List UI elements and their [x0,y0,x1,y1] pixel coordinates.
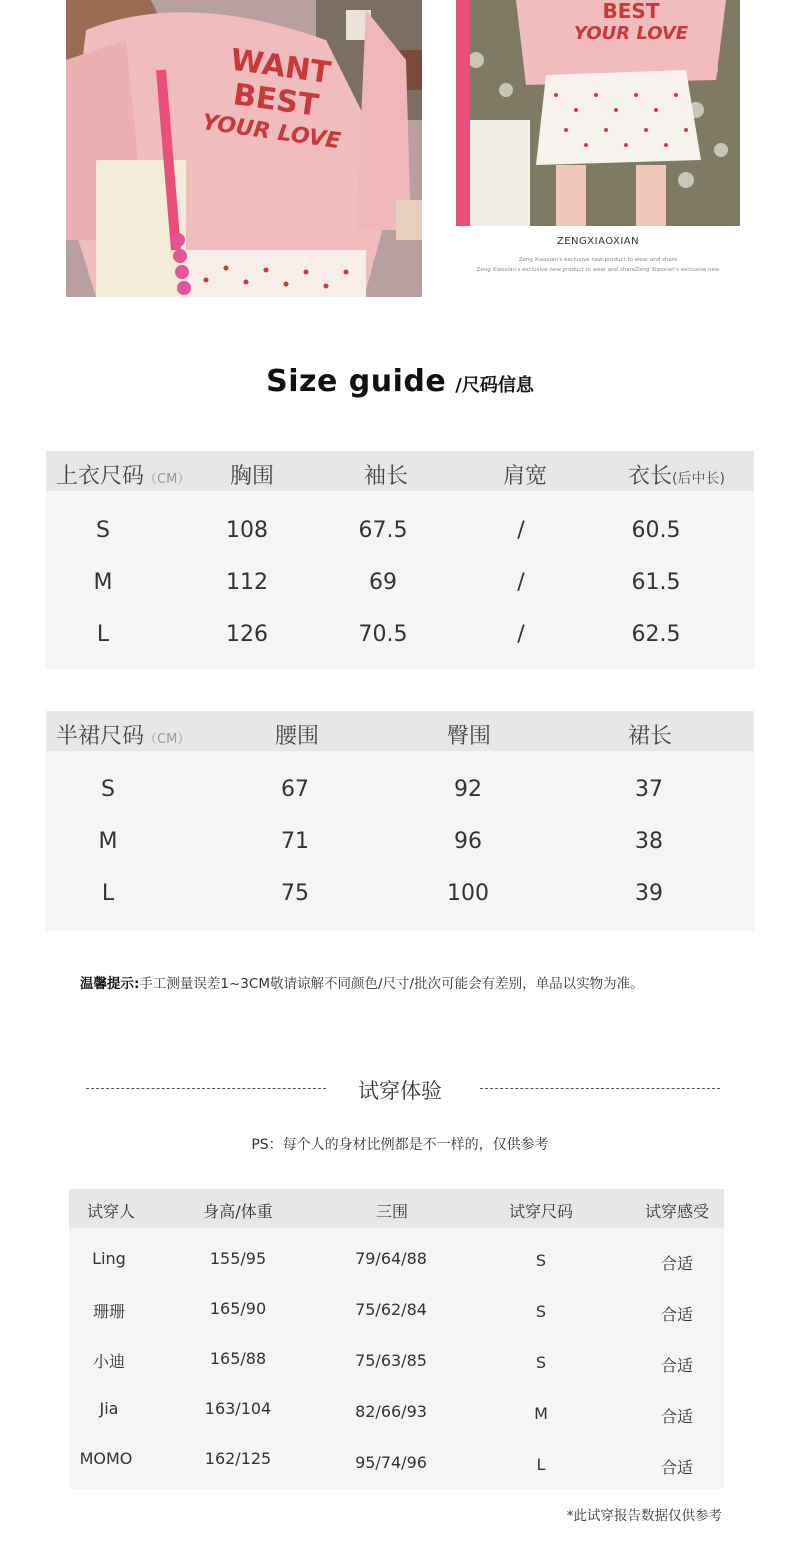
table-cell: 37 [635,777,663,802]
product-photo-left [66,0,422,297]
table-cell: 75/63/85 [355,1351,427,1370]
table-cell: S [535,1353,547,1372]
column-header: 臀围 [446,724,491,749]
table-header [46,451,754,491]
table-cell: Jia [99,1399,119,1418]
top-size-table [46,451,754,669]
brand-tagline: Zeng Xiaoxian's exclusive new product to wear and shareZeng Xiaoxian's exclusive new [476,267,720,273]
table-cell: 70.5 [358,622,408,647]
table-cell: 67 [281,777,309,802]
column-header: 肩宽 [502,464,547,489]
table-cell: 75 [281,881,309,906]
column-header: 试穿尺码 [508,1202,573,1221]
size-cell: M [98,829,118,854]
table-cell: 95/74/96 [355,1453,427,1472]
table-cell: 69 [369,570,397,595]
brand-tagline: Zeng Xiaoxian's exclusive new product to wear and share [518,257,678,263]
column-header: 胸围 [229,464,274,489]
table-cell: 96 [454,829,482,854]
size-cell: S [96,518,110,543]
table-cell: Ling [92,1249,126,1268]
table-header-label [56,459,190,490]
unit-label: （CM） [144,732,191,747]
table-cell: 合适 [660,1254,693,1273]
column-header: 试穿人 [86,1202,135,1221]
product-photo-right [456,0,740,226]
column-header-text: 衣长 [628,464,673,489]
table-cell: 108 [226,518,268,543]
table-cell: 71 [281,829,309,854]
table-cell: 79/64/88 [355,1249,427,1268]
shirt-print-line: WANT [228,42,333,92]
shirt-print-line: YOUR LOVE [573,23,689,44]
table-cell: 165/90 [209,1299,267,1318]
table-cell: 小迪 [92,1352,125,1371]
column-header: 袖长 [363,464,408,489]
column-header: 试穿感受 [644,1202,709,1221]
shirt-print [556,0,706,46]
table-cell: 82/66/93 [355,1402,427,1421]
table-cell: / [517,518,525,543]
table-cell: 合适 [660,1407,693,1426]
unit-label: （CM） [144,472,191,487]
table-cell: / [517,622,525,647]
size-guide-title-zh: /尺码信息 [455,375,534,396]
table-cell: 合适 [660,1356,693,1375]
table-cell: 珊珊 [92,1302,125,1321]
tip-label: 温馨提示: [80,976,140,992]
size-cell: S [101,777,115,802]
skirt-size-table [46,711,754,931]
table-cell: M [534,1404,548,1423]
table-cell: L [536,1455,546,1474]
tryon-note: PS：每个人的身材比例都是不一样的，仅供参考 [251,1137,549,1153]
tryon-footnote: *此试穿报告数据仅供参考 [566,1508,722,1524]
table-cell: 合适 [660,1458,693,1477]
column-header: 身高/体重 [203,1202,273,1221]
table-cell: 38 [635,829,663,854]
tip-text: 手工测量误差1~3CM敬请谅解不同颜色/尺寸/批次可能会有差别，单品以实物为准。 [139,976,644,992]
size-cell: L [96,622,110,647]
table-cell: S [535,1302,547,1321]
table-cell: MOMO [79,1449,133,1468]
table-cell: 75/62/84 [355,1300,427,1319]
table-cell: 62.5 [631,622,681,647]
table-label: 上衣尺码 [56,464,145,489]
table-label: 半裙尺码 [56,724,145,749]
column-note: (后中长) [672,471,725,487]
table-header-label [56,719,190,750]
brand-name: ZENGXIAOXIAN [556,236,640,247]
size-guide-title-en: Size guide [266,364,447,399]
table-cell: 60.5 [631,518,681,543]
size-cell: M [93,570,113,595]
table-cell: 126 [226,622,268,647]
divider-dashed-right [480,1088,720,1089]
column-header: 三围 [375,1202,408,1221]
table-cell: 67.5 [358,518,408,543]
table-cell: 165/88 [209,1349,267,1368]
table-cell: 163/104 [204,1399,272,1418]
shirt-print-line: YOUR LOVE [200,110,343,155]
column-header [628,459,725,490]
table-cell: S [535,1251,547,1270]
table-cell: 61.5 [631,570,681,595]
table-cell: 155/95 [209,1249,267,1268]
table-cell: 39 [635,881,663,906]
column-header: 裙长 [627,724,672,749]
shirt-print-line: BEST [231,77,321,124]
table-cell: 合适 [660,1305,693,1324]
tryon-table [69,1189,724,1489]
table-cell: 92 [454,777,482,802]
size-guide-title [0,364,800,399]
table-cell: 112 [226,570,268,595]
table-header [46,711,754,751]
shirt-print-line: BEST [602,0,660,23]
table-header [69,1189,724,1228]
measurement-tip [80,972,644,992]
tryon-title: 试穿体验 [358,1079,442,1103]
table-cell: 100 [447,881,489,906]
table-cell: 162/125 [204,1449,272,1468]
size-cell: L [101,881,115,906]
column-header: 腰围 [274,724,319,749]
table-cell: / [517,570,525,595]
